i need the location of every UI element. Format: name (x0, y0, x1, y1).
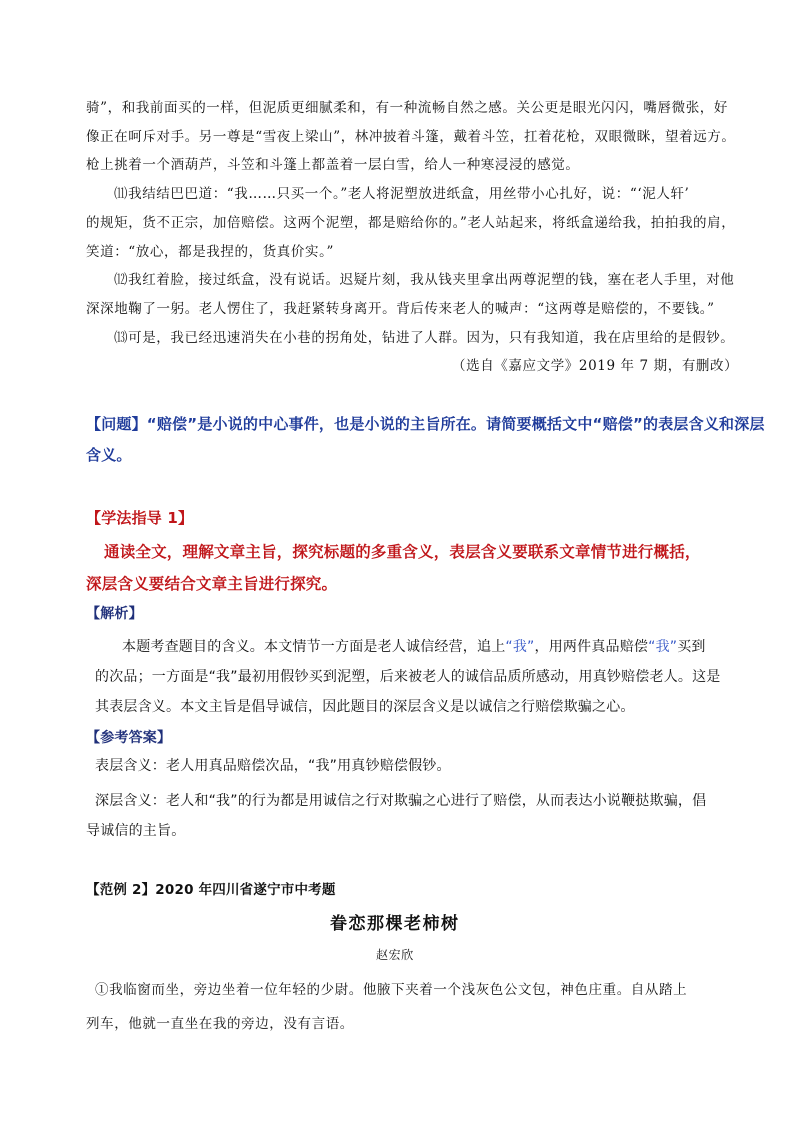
passage-line: 枪上挑着一个酒葫芦，斗笠和斗篷上都盖着一层白雪，给人一种寒浸浸的感觉。 (86, 157, 580, 173)
question-line: 【问题】“赔偿”是小说的中心事件，也是小说的主旨所在。请简要概括文中“赔偿”的表层含义和深层 (86, 415, 765, 433)
guide-line: 深层含义要结合文章主旨进行探究。 (86, 575, 338, 593)
highlight-me: “我” (648, 639, 678, 655)
answer-line: 导诚信的主旨。 (86, 823, 186, 839)
analysis-line: 的次品；一方面是“我”最初用假钞买到泥塑，后来被老人的诚信品质所感动，用真钞赔偿老人。这是 (95, 669, 721, 685)
analysis-text: ，用两件真品赔偿 (534, 639, 649, 655)
article-title: 眷恋那棵老柿树 (330, 914, 460, 934)
answer-title: 【参考答案】 (86, 730, 172, 746)
analysis-text: 买到 (677, 639, 706, 655)
passage-line: 笑道：“放心，都是我捏的，货真价实。” (86, 244, 334, 260)
analysis-line: 其表层含义。本文主旨是倡导诚信，因此题目的深层含义是以诚信之行赔偿欺骗之心。 (95, 699, 635, 715)
analysis-text: 本题考查题目的含义。本文情节一方面是老人诚信经营，追上 (122, 639, 506, 655)
answer-line: 深层含义：老人和“我”的行为都是用诚信之行对欺骗之心进行了赔偿，从而表达小说鞭挞欺骗，倡 (95, 793, 707, 809)
highlight-me: “我” (505, 639, 535, 655)
article-author: 赵宏欣 (376, 948, 414, 962)
analysis-title: 【解析】 (86, 606, 143, 622)
article-line: 列车，他就一直坐在我的旁边，没有言语。 (86, 1016, 354, 1032)
question-line: 含义。 (86, 446, 132, 464)
analysis-line (122, 636, 706, 656)
example-label: 【范例 2】2020 年四川省遂宁市中考题 (86, 882, 336, 898)
source-citation: （选自《嘉应文学》2019 年 7 期，有删改） (452, 358, 739, 374)
paragraph-13: ⒀可是，我已经迅速消失在小巷的拐角处，钻进了人群。因为，只有我知道，我在店里给的是假钞。 (114, 330, 735, 346)
passage-line: 骑”，和我前面买的一样，但泥质更细腻柔和，有一种流畅自然之感。关公更是眼光闪闪，嘴唇微张，好 (86, 100, 728, 116)
article-line: ①我临窗而坐，旁边坐着一位年轻的少尉。他腋下夹着一个浅灰色公文包，神色庄重。自从踏上 (95, 982, 688, 998)
answer-line: 表层含义：老人用真品赔偿次品，“我”用真钞赔偿假钞。 (95, 758, 451, 774)
paragraph-12: ⑿我红着脸，接过纸盒，没有说话。迟疑片刻，我从钱夹里拿出两尊泥塑的钱，塞在老人手里，对他 (114, 272, 735, 288)
passage-line: 的规矩，货不正宗，加倍赔偿。这两个泥塑，都是赔给你的。”老人站起来，将纸盒递给我，拍拍我的肩， (86, 215, 736, 231)
guide-line: 通读全文，理解文章主旨，探究标题的多重含义，表层含义要联系文章情节进行概括， (104, 543, 701, 561)
passage-line: 深深地鞠了一躬。老人愣住了，我赶紧转身离开。背后传来老人的喊声：“这两尊是赔偿的，不要钱。” (86, 301, 715, 317)
guide-title: 【学法指导 1】 (86, 509, 194, 527)
passage-line: 像正在呵斥对手。另一尊是“雪夜上梁山”，林冲披着斗篷，戴着斗笠，扛着花枪，双眼微眯，望着远方。 (86, 129, 736, 145)
paragraph-11: ⑾我结结巴巴道：“我……只买一个。”老人将泥塑放进纸盒，用丝带小心扎好，说：“‘泥人轩’ (114, 186, 690, 202)
